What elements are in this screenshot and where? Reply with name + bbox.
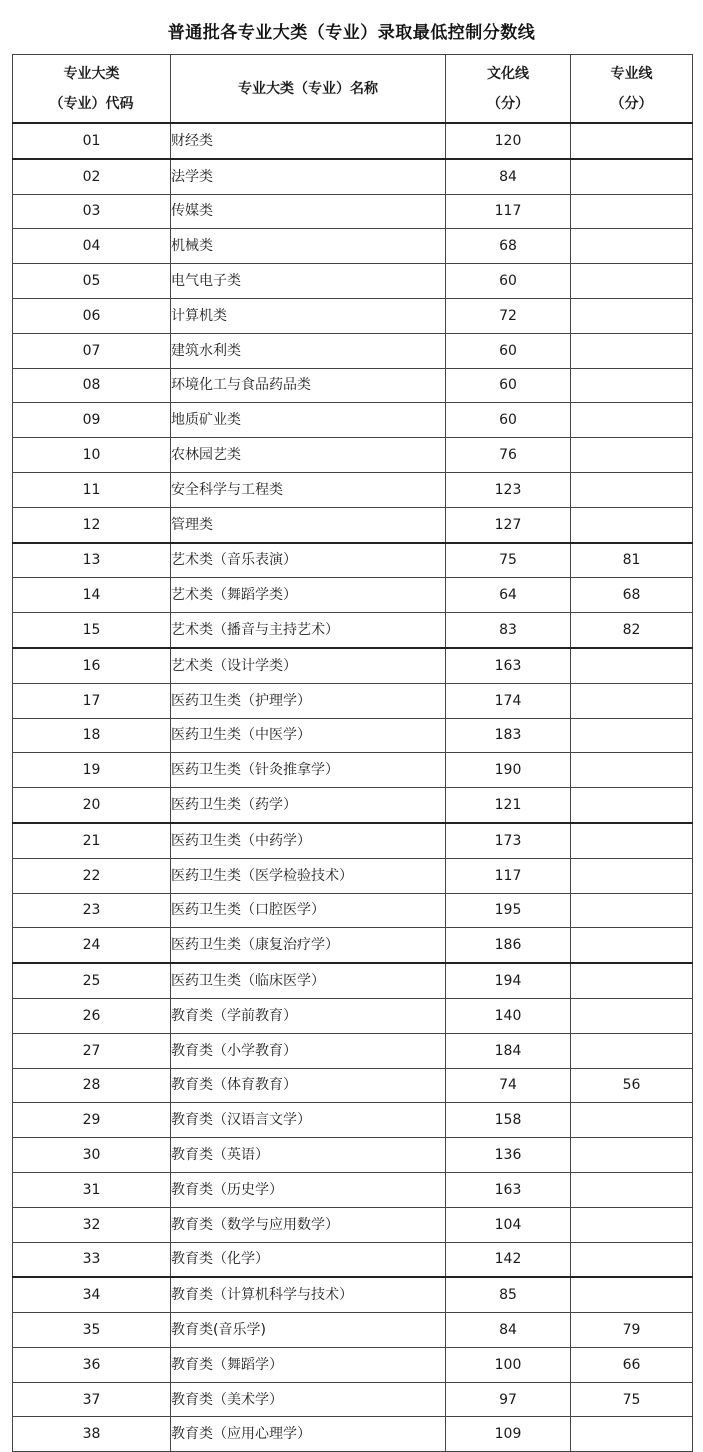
row-code-cell: 05 — [13, 264, 171, 299]
table-row — [13, 683, 693, 718]
row-culture-cell: 84 — [446, 1313, 571, 1348]
table-row — [13, 893, 693, 928]
row-culture-cell: 123 — [446, 472, 571, 507]
row-prof-cell — [571, 229, 693, 264]
row-code-cell: 01 — [13, 123, 171, 159]
row-code-cell: 02 — [13, 159, 171, 194]
row-name-cell: 医药卫生类（中药学） — [171, 823, 446, 858]
row-prof-cell — [571, 928, 693, 963]
header-prof — [571, 55, 693, 124]
row-culture-cell: 158 — [446, 1103, 571, 1138]
table-row — [13, 753, 693, 788]
row-name-cell: 地质矿业类 — [171, 403, 446, 438]
table-row — [13, 1207, 693, 1242]
row-name-cell: 教育类（应用心理学） — [171, 1417, 446, 1452]
table-row — [13, 229, 693, 264]
row-code-cell: 24 — [13, 928, 171, 963]
table-row — [13, 718, 693, 753]
row-prof-cell: 68 — [571, 578, 693, 613]
row-culture-cell: 186 — [446, 928, 571, 963]
table-row — [13, 438, 693, 473]
row-prof-cell — [571, 333, 693, 368]
row-name-cell: 艺术类（设计学类） — [171, 648, 446, 683]
row-culture-cell: 60 — [446, 333, 571, 368]
row-name-cell: 艺术类（舞蹈学类） — [171, 578, 446, 613]
row-prof-cell — [571, 683, 693, 718]
table-row — [13, 998, 693, 1033]
row-prof-cell — [571, 472, 693, 507]
row-code-cell: 33 — [13, 1242, 171, 1277]
header-code-line1: 专业大类 — [63, 65, 120, 82]
row-prof-cell: 56 — [571, 1068, 693, 1103]
table-row — [13, 963, 693, 998]
row-name-cell: 教育类（英语） — [171, 1138, 446, 1173]
row-name-cell: 教育类（小学教育） — [171, 1033, 446, 1068]
row-prof-cell — [571, 963, 693, 998]
row-prof-cell: 75 — [571, 1382, 693, 1417]
row-code-cell: 12 — [13, 507, 171, 542]
header-culture-line2: （分） — [487, 95, 529, 112]
table-row — [13, 1277, 693, 1312]
row-name-cell: 教育类(音乐学) — [171, 1313, 446, 1348]
row-prof-cell — [571, 1172, 693, 1207]
row-name-cell: 机械类 — [171, 229, 446, 264]
row-name-cell: 医药卫生类（针灸推拿学） — [171, 753, 446, 788]
page-title: 普通批各专业大类（专业）录取最低控制分数线 — [167, 23, 536, 43]
row-prof-cell — [571, 507, 693, 542]
row-name-cell: 计算机类 — [171, 298, 446, 333]
row-name-cell: 医药卫生类（康复治疗学） — [171, 928, 446, 963]
table-row — [13, 928, 693, 963]
row-culture-cell: 104 — [446, 1207, 571, 1242]
table-row — [13, 1138, 693, 1173]
row-prof-cell — [571, 1138, 693, 1173]
table-row — [13, 472, 693, 507]
table-row — [13, 1313, 693, 1348]
row-culture-cell: 76 — [446, 438, 571, 473]
table-row — [13, 298, 693, 333]
row-culture-cell: 117 — [446, 194, 571, 229]
row-prof-cell — [571, 1242, 693, 1277]
row-culture-cell: 195 — [446, 893, 571, 928]
row-code-cell: 26 — [13, 998, 171, 1033]
row-prof-cell — [571, 753, 693, 788]
row-name-cell: 艺术类（播音与主持艺术） — [171, 613, 446, 648]
row-culture-cell: 74 — [446, 1068, 571, 1103]
row-code-cell: 21 — [13, 823, 171, 858]
row-prof-cell — [571, 264, 693, 299]
row-code-cell: 04 — [13, 229, 171, 264]
row-culture-cell: 173 — [446, 823, 571, 858]
row-culture-cell: 127 — [446, 507, 571, 542]
row-code-cell: 18 — [13, 718, 171, 753]
row-name-cell: 教育类（学前教育） — [171, 998, 446, 1033]
header-culture-line1: 文化线 — [487, 65, 529, 82]
table-row — [13, 1172, 693, 1207]
table-row — [13, 578, 693, 613]
row-culture-cell: 83 — [446, 613, 571, 648]
table-row — [13, 194, 693, 229]
row-name-cell: 电气电子类 — [171, 264, 446, 299]
row-prof-cell: 79 — [571, 1313, 693, 1348]
table-row — [13, 1103, 693, 1138]
row-culture-cell: 60 — [446, 264, 571, 299]
row-code-cell: 35 — [13, 1313, 171, 1348]
row-prof-cell — [571, 648, 693, 683]
row-culture-cell: 117 — [446, 858, 571, 893]
row-code-cell: 16 — [13, 648, 171, 683]
row-culture-cell: 64 — [446, 578, 571, 613]
row-prof-cell — [571, 438, 693, 473]
row-name-cell: 教育类（数学与应用数学） — [171, 1207, 446, 1242]
table-row — [13, 823, 693, 858]
row-prof-cell — [571, 893, 693, 928]
row-code-cell: 15 — [13, 613, 171, 648]
table-row — [13, 1347, 693, 1382]
row-name-cell: 传媒类 — [171, 194, 446, 229]
row-culture-cell: 84 — [446, 159, 571, 194]
row-code-cell: 29 — [13, 1103, 171, 1138]
row-name-cell: 教育类（舞蹈学） — [171, 1347, 446, 1382]
row-name-cell: 医药卫生类（医学检验技术） — [171, 858, 446, 893]
row-code-cell: 06 — [13, 298, 171, 333]
row-culture-cell: 183 — [446, 718, 571, 753]
row-prof-cell: 66 — [571, 1347, 693, 1382]
row-name-cell: 医药卫生类（中医学） — [171, 718, 446, 753]
table-row — [13, 507, 693, 542]
table-row — [13, 788, 693, 823]
row-culture-cell: 174 — [446, 683, 571, 718]
row-code-cell: 17 — [13, 683, 171, 718]
row-culture-cell: 97 — [446, 1382, 571, 1417]
row-name-cell: 管理类 — [171, 507, 446, 542]
header-code — [13, 55, 171, 124]
row-prof-cell — [571, 123, 693, 159]
row-culture-cell: 184 — [446, 1033, 571, 1068]
table-row — [13, 1033, 693, 1068]
row-name-cell: 医药卫生类（药学） — [171, 788, 446, 823]
row-name-cell: 医药卫生类（临床医学） — [171, 963, 446, 998]
table-row — [13, 1242, 693, 1277]
row-code-cell: 09 — [13, 403, 171, 438]
row-culture-cell: 190 — [446, 753, 571, 788]
row-name-cell: 农林园艺类 — [171, 438, 446, 473]
row-name-cell: 教育类（汉语言文学） — [171, 1103, 446, 1138]
row-code-cell: 38 — [13, 1417, 171, 1452]
row-prof-cell — [571, 1207, 693, 1242]
row-prof-cell — [571, 298, 693, 333]
row-prof-cell — [571, 788, 693, 823]
row-name-cell: 教育类（体育教育） — [171, 1068, 446, 1103]
row-prof-cell — [571, 368, 693, 403]
row-prof-cell — [571, 1417, 693, 1452]
table-row — [13, 1382, 693, 1417]
row-prof-cell — [571, 1103, 693, 1138]
row-code-cell: 13 — [13, 543, 171, 578]
header-prof-line1: 专业线 — [610, 65, 653, 82]
row-culture-cell: 120 — [446, 123, 571, 159]
row-code-cell: 23 — [13, 893, 171, 928]
row-code-cell: 37 — [13, 1382, 171, 1417]
table-row — [13, 858, 693, 893]
table-row — [13, 333, 693, 368]
row-culture-cell: 85 — [446, 1277, 571, 1312]
row-code-cell: 11 — [13, 472, 171, 507]
row-prof-cell: 82 — [571, 613, 693, 648]
table-row — [13, 648, 693, 683]
row-prof-cell — [571, 718, 693, 753]
row-code-cell: 34 — [13, 1277, 171, 1312]
row-code-cell: 08 — [13, 368, 171, 403]
table-row — [13, 123, 693, 159]
row-name-cell: 环境化工与食品药品类 — [171, 368, 446, 403]
row-culture-cell: 60 — [446, 368, 571, 403]
row-name-cell: 财经类 — [171, 123, 446, 159]
row-name-cell: 教育类（历史学） — [171, 1172, 446, 1207]
row-code-cell: 30 — [13, 1138, 171, 1173]
table-row — [13, 403, 693, 438]
table-row — [13, 368, 693, 403]
table-row — [13, 613, 693, 648]
row-name-cell: 安全科学与工程类 — [171, 472, 446, 507]
row-code-cell: 32 — [13, 1207, 171, 1242]
row-code-cell: 27 — [13, 1033, 171, 1068]
row-code-cell: 20 — [13, 788, 171, 823]
row-prof-cell — [571, 1277, 693, 1312]
row-name-cell: 法学类 — [171, 159, 446, 194]
row-code-cell: 19 — [13, 753, 171, 788]
row-prof-cell — [571, 159, 693, 194]
row-name-cell: 建筑水利类 — [171, 333, 446, 368]
table-row — [13, 264, 693, 299]
row-code-cell: 25 — [13, 963, 171, 998]
row-prof-cell — [571, 194, 693, 229]
row-code-cell: 07 — [13, 333, 171, 368]
row-name-cell: 医药卫生类（护理学） — [171, 683, 446, 718]
row-code-cell: 10 — [13, 438, 171, 473]
row-code-cell: 36 — [13, 1347, 171, 1382]
table-row — [13, 1068, 693, 1103]
header-code-line2: （专业）代码 — [49, 95, 134, 112]
row-culture-cell: 163 — [446, 1172, 571, 1207]
score-table — [12, 54, 693, 1452]
row-culture-cell: 100 — [446, 1347, 571, 1382]
row-name-cell: 教育类（计算机科学与技术） — [171, 1277, 446, 1312]
row-prof-cell — [571, 858, 693, 893]
row-prof-cell — [571, 403, 693, 438]
row-name-cell: 教育类（美术学） — [171, 1382, 446, 1417]
row-prof-cell — [571, 998, 693, 1033]
row-culture-cell: 75 — [446, 543, 571, 578]
row-name-cell: 教育类（化学） — [171, 1242, 446, 1277]
row-code-cell: 28 — [13, 1068, 171, 1103]
row-code-cell: 14 — [13, 578, 171, 613]
table-header-row — [13, 55, 693, 124]
row-name-cell: 艺术类（音乐表演） — [171, 543, 446, 578]
table-row — [13, 543, 693, 578]
row-culture-cell: 194 — [446, 963, 571, 998]
table-row — [13, 159, 693, 194]
row-prof-cell: 81 — [571, 543, 693, 578]
row-prof-cell — [571, 823, 693, 858]
header-name: 专业大类（专业）名称 — [171, 55, 446, 124]
row-culture-cell: 68 — [446, 229, 571, 264]
table-row — [13, 1417, 693, 1452]
row-culture-cell: 142 — [446, 1242, 571, 1277]
row-culture-cell: 140 — [446, 998, 571, 1033]
row-name-cell: 医药卫生类（口腔医学） — [171, 893, 446, 928]
row-culture-cell: 109 — [446, 1417, 571, 1452]
row-code-cell: 03 — [13, 194, 171, 229]
row-culture-cell: 72 — [446, 298, 571, 333]
row-culture-cell: 121 — [446, 788, 571, 823]
row-culture-cell: 60 — [446, 403, 571, 438]
row-culture-cell: 136 — [446, 1138, 571, 1173]
header-culture — [446, 55, 571, 124]
row-code-cell: 22 — [13, 858, 171, 893]
row-culture-cell: 163 — [446, 648, 571, 683]
row-prof-cell — [571, 1033, 693, 1068]
table-body — [13, 123, 693, 1452]
row-code-cell: 31 — [13, 1172, 171, 1207]
header-prof-line2: （分） — [610, 95, 653, 112]
